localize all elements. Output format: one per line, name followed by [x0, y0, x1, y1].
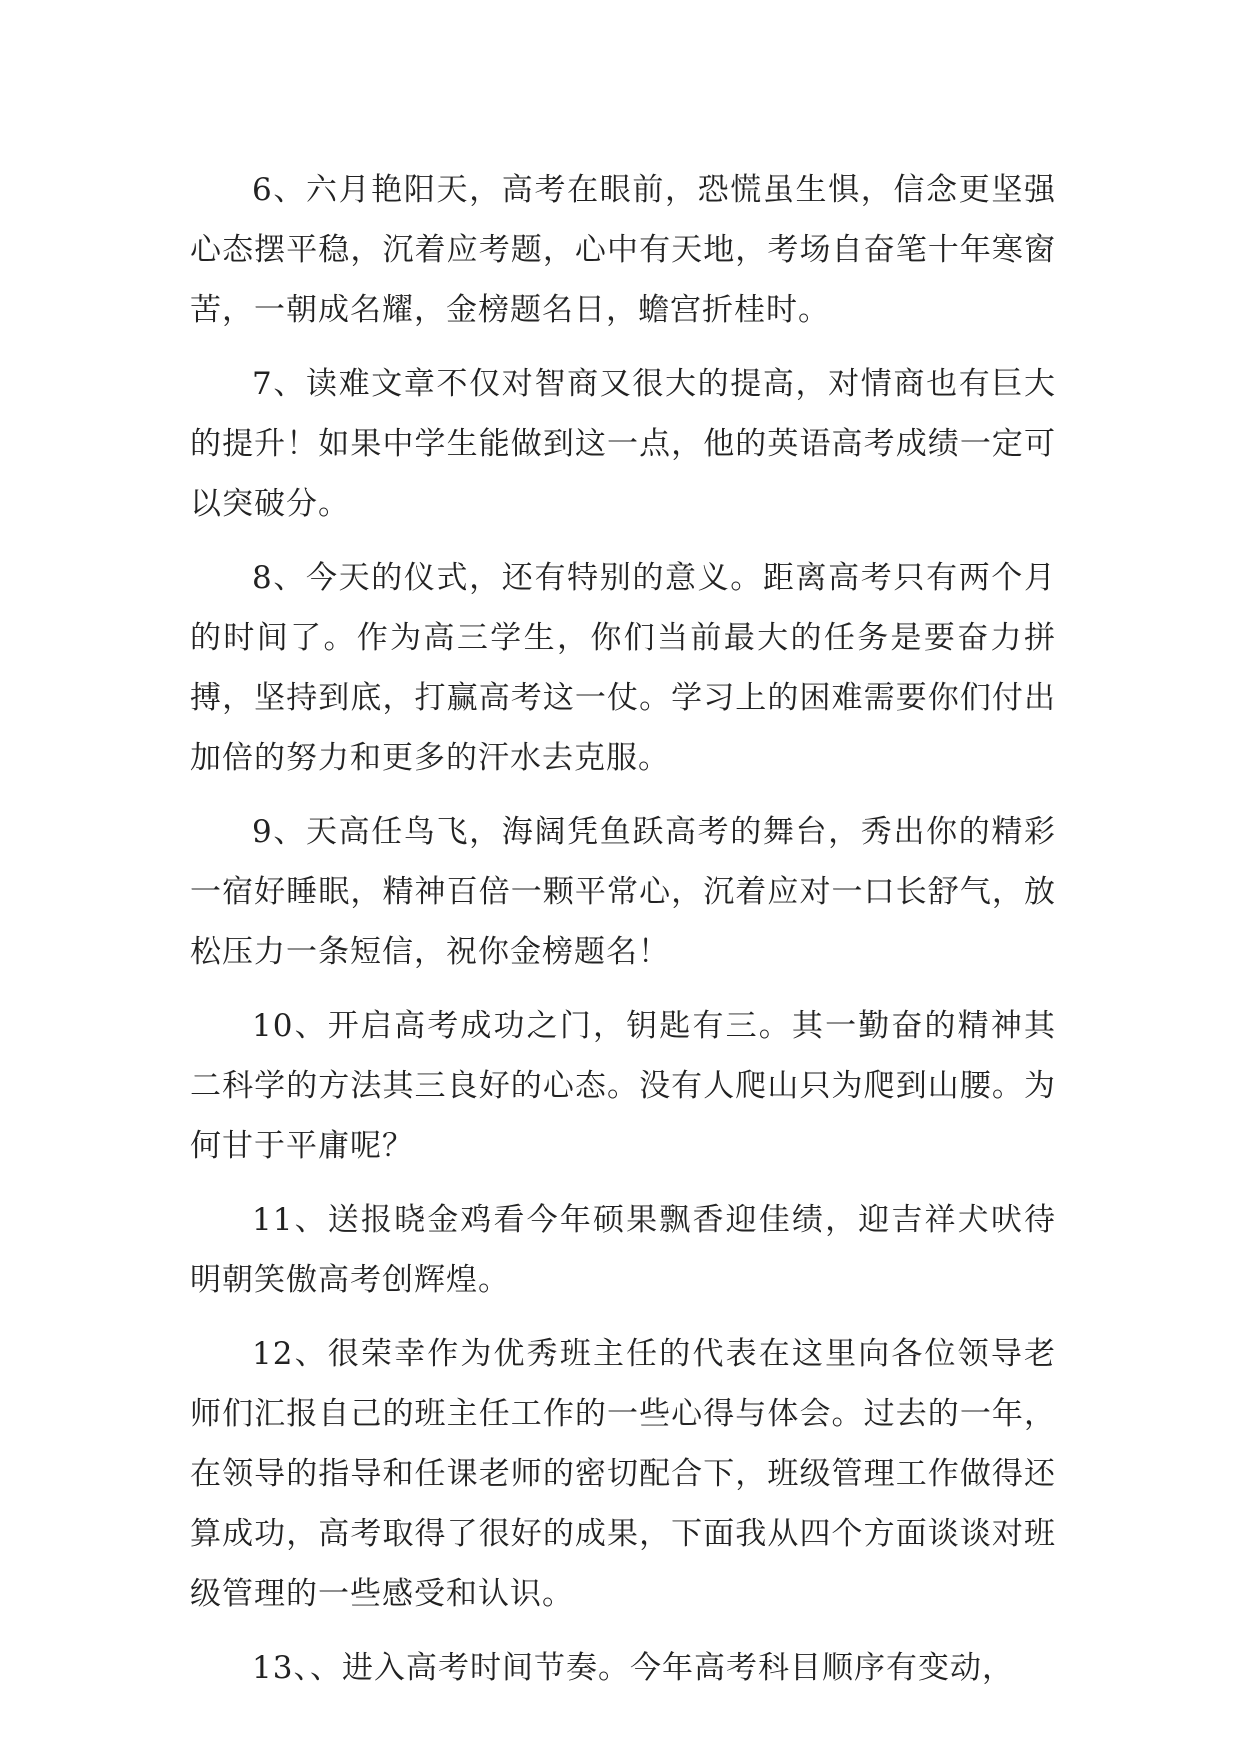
paragraph-10: 10、开启高考成功之门，钥匙有三。其一勤奋的精神其二科学的方法其三良好的心态。没有人爬山只为爬到山腰。为何甘于平庸呢？ [190, 1008, 1056, 1164]
document-page [190, 160, 1056, 1712]
paragraph-7: 7、读难文章不仅对智商又很大的提高，对情商也有巨大的提升！如果中学生能做到这一点，他的英语高考成绩一定可以突破分。 [190, 366, 1056, 522]
paragraph-9: 9、天高任鸟飞，海阔凭鱼跃高考的舞台，秀出你的精彩一宿好睡眠，精神百倍一颗平常心，沉着应对一口长舒气，放松压力一条短信，祝你金榜题名！ [190, 814, 1056, 970]
paragraph-6: 6、六月艳阳天，高考在眼前，恐慌虽生惧，信念更坚强心态摆平稳，沉着应考题，心中有天地，考场自奋笔十年寒窗苦，一朝成名耀，金榜题名日，蟾宫折桂时。 [190, 172, 1056, 328]
paragraph-13: 13、、进入高考时间节奏。今年高考科目顺序有变动， [252, 1650, 1014, 1686]
paragraph-8: 8、今天的仪式，还有特别的意义。距离高考只有两个月的时间了。作为高三学生，你们当前最大的任务是要奋力拼搏，坚持到底，打赢高考这一仗。学习上的困难需要你们付出加倍的努力和更多的汗水去克服。 [190, 560, 1056, 776]
paragraph-12: 12、很荣幸作为优秀班主任的代表在这里向各位领导老师们汇报自己的班主任工作的一些心得与体会。过去的一年，在领导的指导和任课老师的密切配合下，班级管理工作做得还算成功，高考取得了很好的成果，下面我从四个方面谈谈对班级管理的一些感受和认识。 [190, 1336, 1056, 1612]
paragraph-11: 11、送报晓金鸡看今年硕果飘香迎佳绩，迎吉祥犬吠待明朝笑傲高考创辉煌。 [190, 1202, 1056, 1298]
